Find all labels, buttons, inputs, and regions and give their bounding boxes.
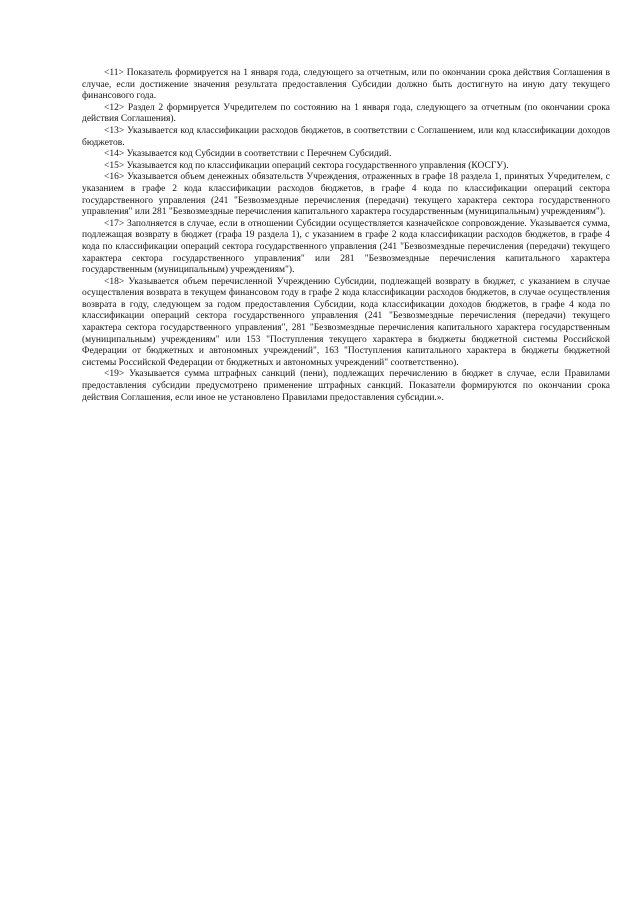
- footnotes-block: [82, 68, 610, 404]
- footnote-12: <12> Раздел 2 формируется Учредителем по состоянию на 1 января года, следующего за отчетным (по окончании срока действия Соглашения).: [82, 102, 610, 125]
- footnote-16: <16> Указывается объем денежных обязательств Учреждения, отраженных в графе 18 раздела 1, принятых Учредителем, с указанием в графе 2 кода классификации расходов бюджетов, в графе 4 кода по классификации операций сектора государственного управления (241 "Безвозмездные перечисления (передачи) текущего характера сектора государственного управления" или 281 "Безвозмездные перечисления капитального характера государственным (муниципальным) учреждениям").: [82, 172, 610, 218]
- footnote-19: <19> Указывается сумма штрафных санкций (пени), подлежащих перечислению в бюджет в случае, если Правилами предоставления субсидии предусмотрено применение штрафных санкций. Показатели формируются по окончании срока действия Соглашения, если иное не установлено Правилами предоставления субсидии.».: [82, 369, 610, 403]
- footnote-14: <14> Указывается код Субсидии в соответствии с Перечнем Субсидий.: [104, 149, 392, 160]
- footnote-13: <13> Указывается код классификации расходов бюджетов, в соответствии с Соглашением, или код классификации доходов бюджетов.: [82, 125, 610, 148]
- footnote-18: <18> Указывается объем перечисленной Учреждению Субсидии, подлежащей возврату в бюджет, с указанием в случае осуществления возврата в текущем финансовом году в графе 2 кода классификации расходов бюджетов, в случае осуществления возврата в году, следующем за годом предоставления Субсидии, кода классификации доходов бюджетов, в графе 4 кода по классификации операций сектора государственного управления (241 "Безвозмездные перечисления (передачи) текущего характера сектора государственного управления", 281 "Безвозмездные перечисления капитального характера государственным (муниципальным) учреждениям" или 153 "Поступления текущего характера в бюджеты бюджетной системы Российской Федерации от бюджетных и автономных учреждений", 163 "Поступления капитального характера в бюджеты бюджетной системы Российской Федерации от бюджетных и автономных учреждений" соответственно).: [82, 276, 610, 368]
- footnote-15: <15> Указывается код по классификации операций сектора государственного управления (КОСГУ).: [104, 160, 509, 171]
- footnote-11: <11> Показатель формируется на 1 января года, следующего за отчетным, или по окончании срока действия Соглашения в случае, если достижение значения результата предоставления Субсидии должно быть достигнуто на иную дату текущего финансового года.: [82, 68, 610, 102]
- footnote-17: <17> Заполняется в случае, если в отношении Субсидии осуществляется казначейское сопровождение. Указывается сумма, подлежащая возврату в бюджет (графа 19 раздела 1), с указанием в графе 2 кода классификации расходов бюджетов, в графе 4 кода по классификации операций сектора государственного управления (241 "Безвозмездные перечисления (передачи) текущего характера сектора государственного управления" или 281 "Безвозмездные перечисления капитального характера государственным (муниципальным) учреждениям").: [82, 218, 610, 276]
